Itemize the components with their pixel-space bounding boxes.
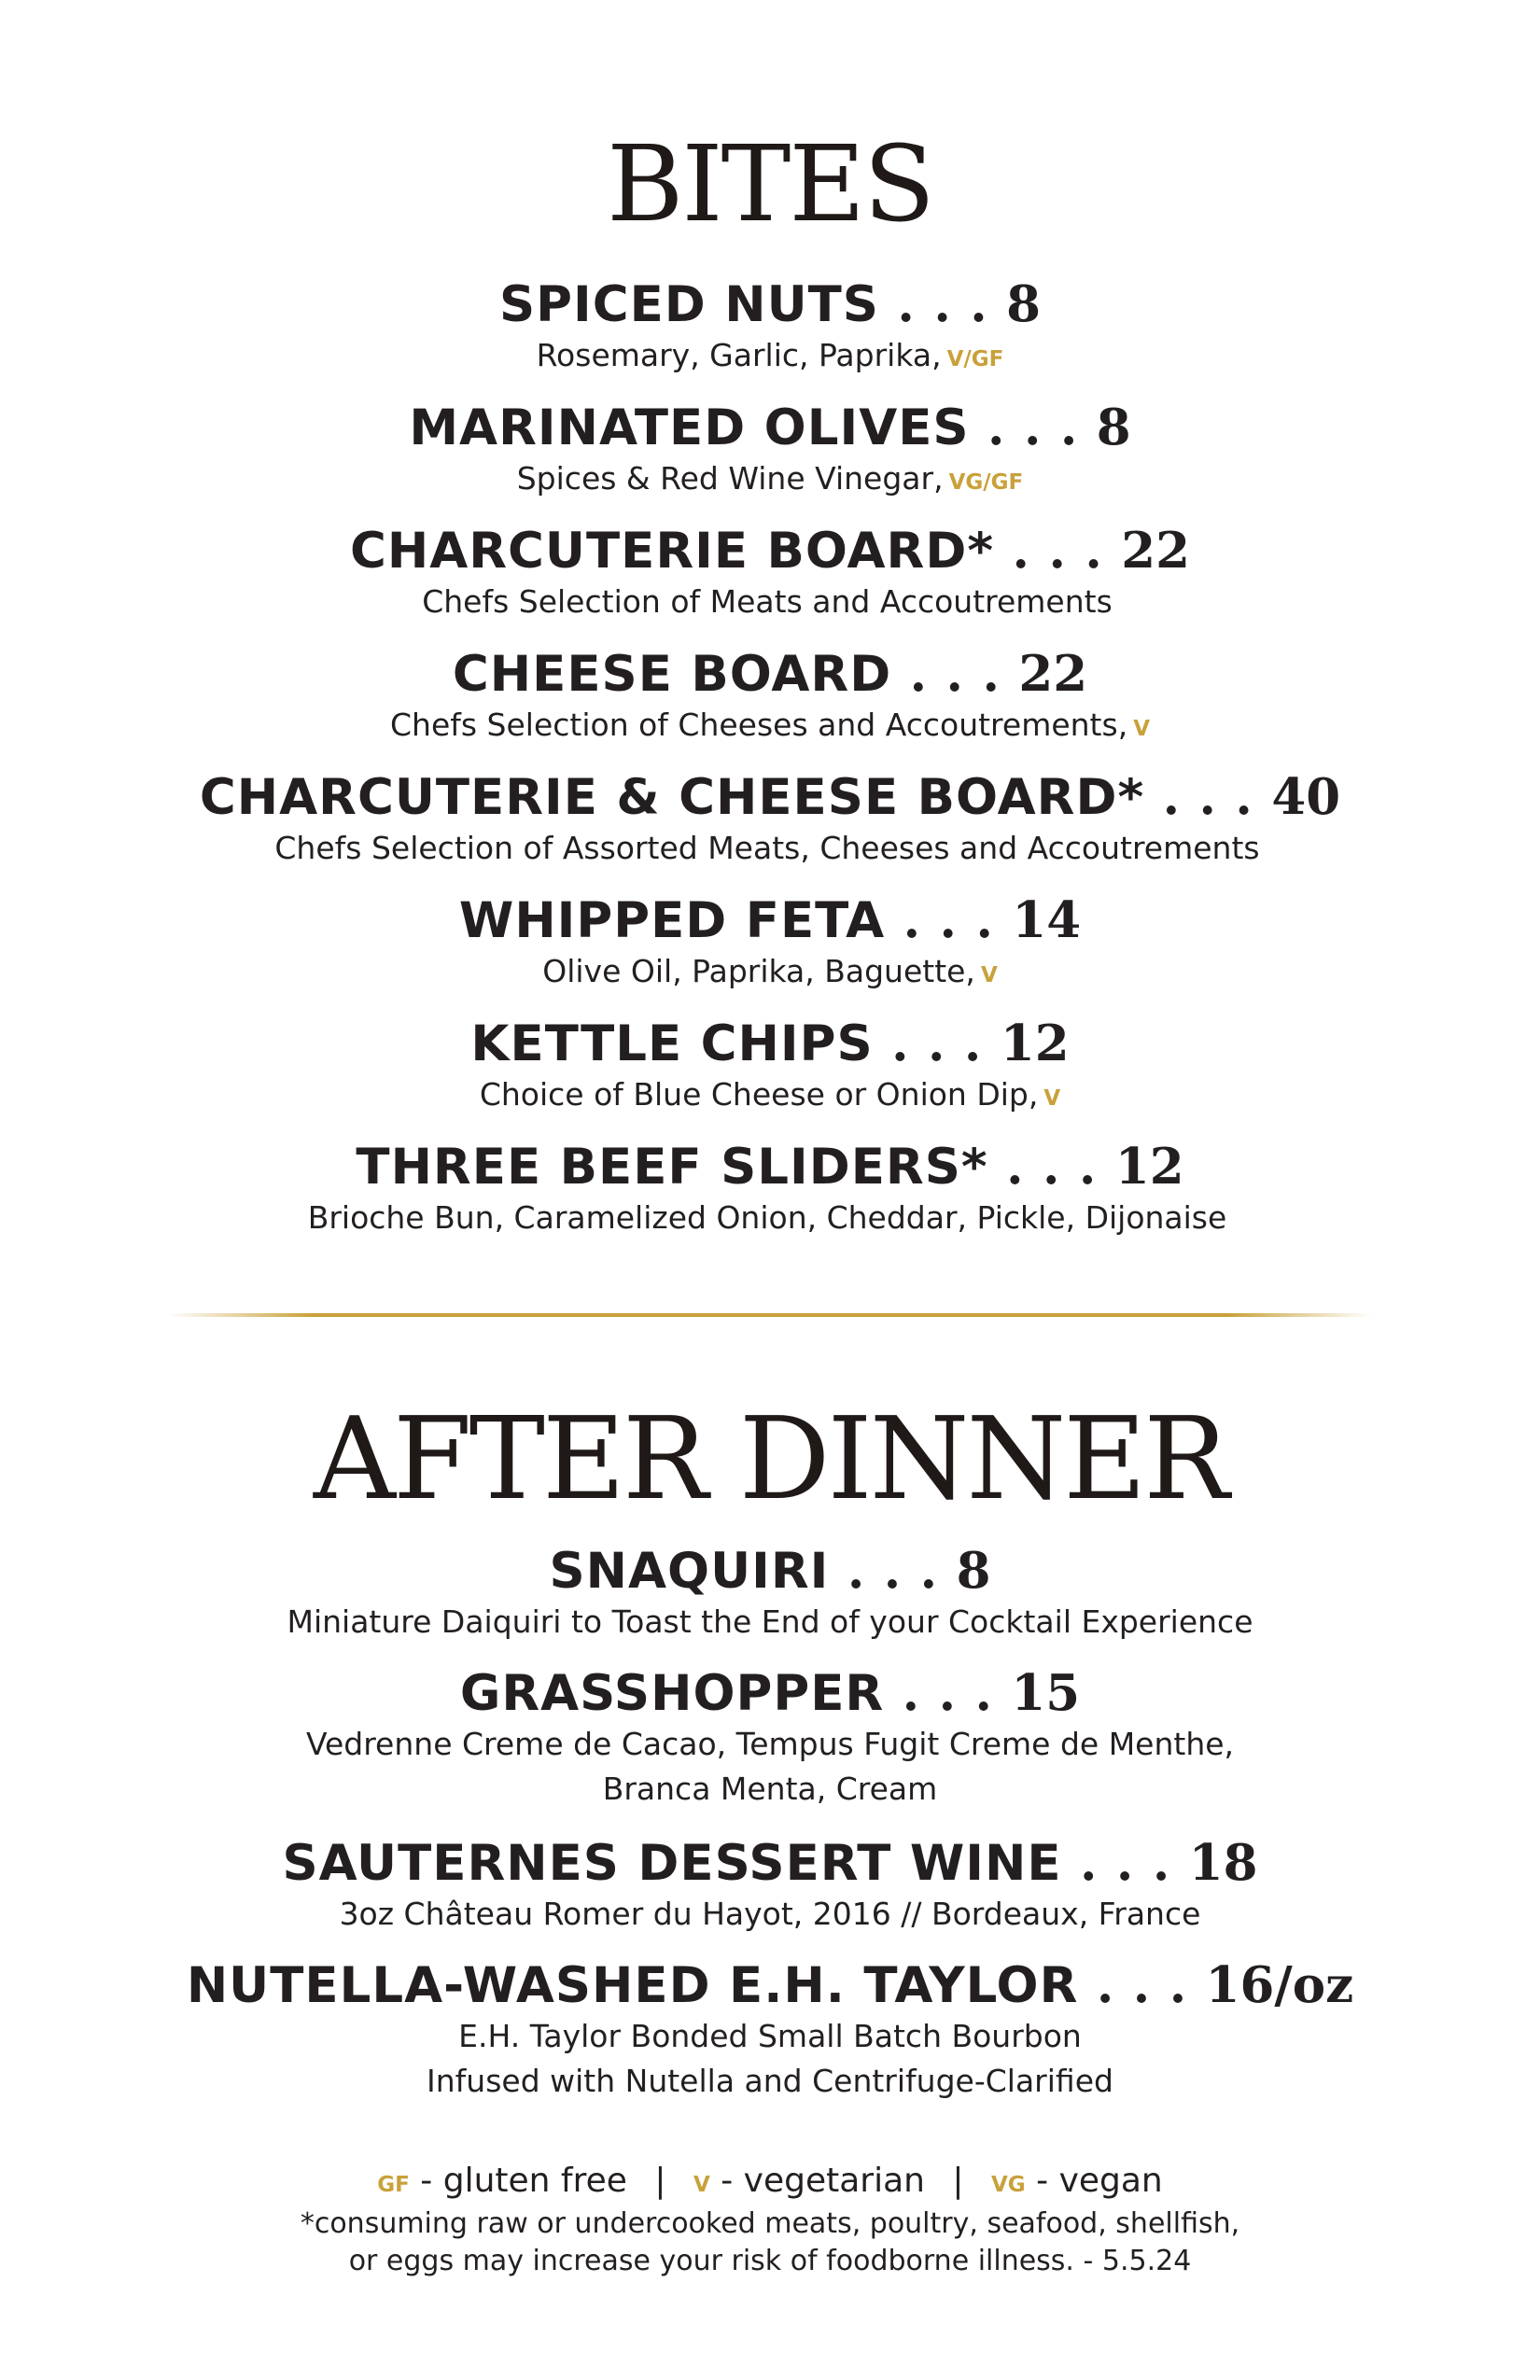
dietary-legend: [0, 2161, 1540, 2205]
item-name: CHARCUTERIE BOARD*: [349, 523, 995, 580]
price-leader: . . .: [1061, 1834, 1189, 1892]
item-description: Infused with Nutella and Centrifuge-Clarified: [427, 2063, 1113, 2099]
legend-text-vg: - vegan: [1025, 2162, 1163, 2200]
item-name: NUTELLA-WASHED E.H. TAYLOR: [186, 1957, 1079, 2014]
menu-item: [0, 1834, 1540, 1956]
item-price: 8: [956, 1542, 991, 1600]
price-leader: . . .: [878, 275, 1007, 333]
item-description: Chefs Selection of Assorted Meats, Cheeses and Accoutrements: [274, 830, 1260, 866]
item-price: 18: [1188, 1834, 1258, 1892]
menu-item: [0, 399, 1540, 522]
item-price: 14: [1012, 891, 1082, 949]
item-price: 40: [1271, 768, 1341, 826]
legend-key-v: V: [693, 2173, 710, 2197]
bites-section-title: BITES: [607, 124, 933, 245]
price-leader: . . .: [1078, 1956, 1206, 2014]
item-name: GRASSHOPPER: [459, 1665, 885, 1722]
item-description: Branca Menta, Cream: [602, 1771, 938, 1807]
legend-key-gf: GF: [377, 2173, 410, 2197]
menu-item: [0, 1956, 1540, 2126]
after-dinner-menu-list: [0, 1542, 1540, 2126]
price-leader: . . .: [873, 1015, 1001, 1072]
legend-key-vg: VG: [991, 2173, 1026, 2197]
price-leader: . . .: [829, 1542, 957, 1600]
item-description: Chefs Selection of Meats and Accoutrements: [422, 583, 1113, 620]
dietary-tag: V/GF: [946, 347, 1004, 371]
item-name: THREE BEEF SLIDERS*: [356, 1139, 988, 1196]
item-name: CHARCUTERIE & CHEESE BOARD*: [199, 769, 1145, 826]
menu-item: [0, 1542, 1540, 1664]
dietary-tag: VG/GF: [948, 470, 1024, 495]
menu-item: [0, 1664, 1540, 1834]
price-leader: . . .: [891, 645, 1019, 703]
item-price: 12: [1114, 1138, 1184, 1196]
dietary-tag: V: [1133, 717, 1150, 741]
item-name: MARINATED OLIVES: [409, 399, 970, 456]
item-description: Brioche Bun, Caramelized Onion, Cheddar, Pickle, Dijonaise: [307, 1199, 1227, 1236]
legend-separator: |: [952, 2162, 964, 2200]
item-description: Vedrenne Creme de Cacao, Tempus Fugit Creme de Menthe,: [305, 1726, 1235, 1762]
legend-text-gf: - gluten free: [409, 2162, 627, 2200]
price-leader: . . .: [969, 399, 1097, 456]
price-leader: . . .: [884, 1664, 1012, 1722]
menu-item: [0, 1138, 1540, 1261]
bites-menu-list: [0, 275, 1540, 1261]
price-leader: . . .: [994, 522, 1122, 580]
menu-item: [0, 1015, 1540, 1138]
menu-item: [0, 891, 1540, 1015]
section-divider: [168, 1313, 1372, 1317]
item-name: SNAQUIRI: [549, 1543, 830, 1600]
legend-separator: |: [654, 2162, 666, 2200]
item-description: Olive Oil, Paprika, Baguette,: [542, 953, 975, 989]
legend-text-v: - vegetarian: [709, 2162, 925, 2200]
item-description: Rosemary, Garlic, Paprika,: [536, 337, 942, 373]
item-description: 3oz Château Romer du Hayot, 2016 // Bordeaux, France: [339, 1896, 1201, 1932]
item-name: CHEESE BOARD: [452, 646, 892, 703]
item-description: Miniature Daiquiri to Toast the End of your Cocktail Experience: [287, 1603, 1253, 1640]
item-name: SAUTERNES DESSERT WINE: [282, 1835, 1062, 1892]
price-leader: . . .: [987, 1138, 1115, 1196]
item-price: 8: [1096, 399, 1131, 456]
item-name: SPICED NUTS: [498, 276, 879, 333]
item-price: 8: [1006, 275, 1042, 333]
dietary-tag: V: [980, 963, 998, 987]
item-price: 16/oz: [1205, 1956, 1354, 2014]
menu-item: [0, 522, 1540, 645]
price-leader: . . .: [1144, 768, 1272, 826]
menu-item: [0, 275, 1540, 399]
disclaimer-line: or eggs may increase your risk of foodborne illness. - 5.5.24: [348, 2245, 1192, 2277]
item-price: 22: [1121, 522, 1191, 580]
item-description: Choice of Blue Cheese or Onion Dip,: [479, 1076, 1039, 1113]
after-dinner-section-title: AFTER DINNER: [313, 1393, 1227, 1525]
item-price: 15: [1011, 1664, 1081, 1722]
item-name: KETTLE CHIPS: [470, 1015, 874, 1072]
price-leader: . . .: [885, 891, 1013, 949]
dietary-tag: V: [1043, 1086, 1061, 1111]
item-description: Chefs Selection of Cheeses and Accoutrements,: [389, 707, 1128, 743]
disclaimer-line: *consuming raw or undercooked meats, poultry, seafood, shellfish,: [300, 2207, 1240, 2240]
item-description: Spices & Red Wine Vinegar,: [516, 460, 944, 497]
item-name: WHIPPED FETA: [458, 892, 886, 949]
item-price: 12: [1000, 1015, 1070, 1072]
menu-item: [0, 768, 1540, 891]
menu-item: [0, 645, 1540, 768]
item-description: E.H. Taylor Bonded Small Batch Bourbon: [458, 2018, 1082, 2054]
item-price: 22: [1018, 645, 1088, 703]
